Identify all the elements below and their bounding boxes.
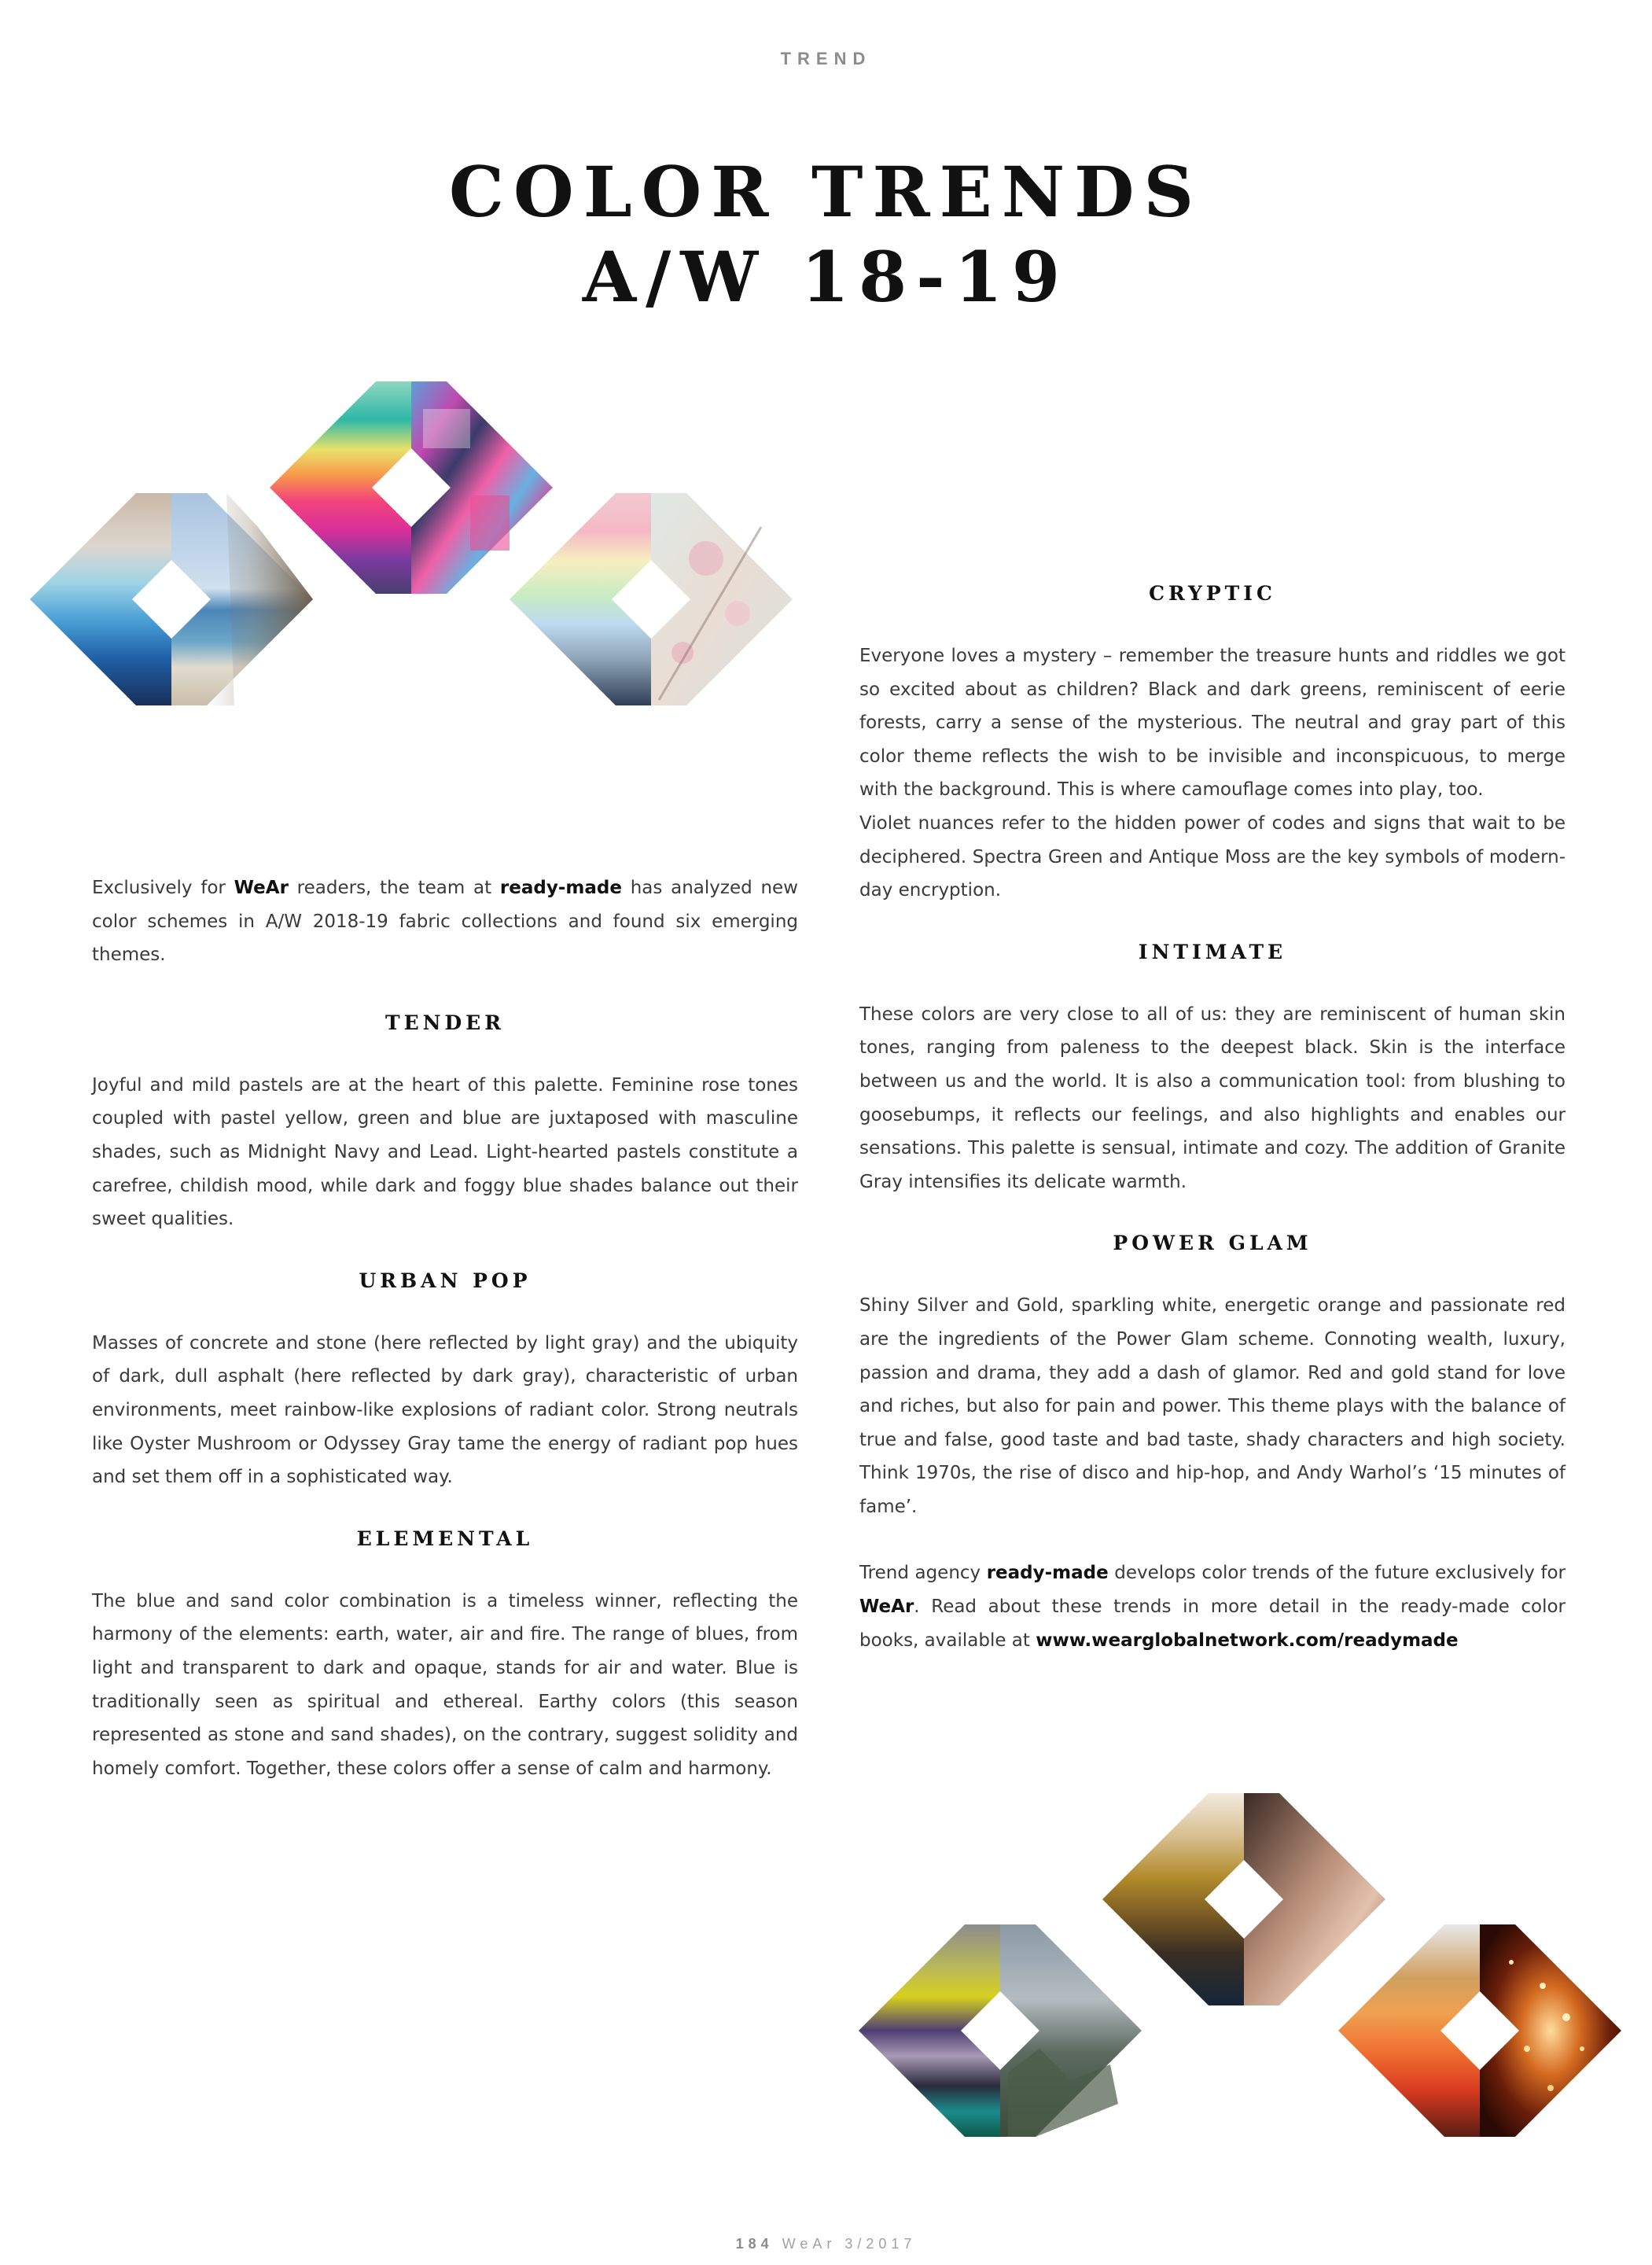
intimate-heading: INTIMATE [1138, 940, 1287, 963]
cryptic-heading: CRYPTIC [1149, 582, 1276, 605]
intro-paragraph: Exclusively for WeAr readers, the team at ready-made has analyzed new color schemes in A/W 2018-19 fabric collections and found six emerging themes. [92, 878, 798, 966]
color-swatch-hexagons-top [30, 378, 800, 731]
page-footer [0, 2236, 1652, 2252]
tender-hexagon [510, 493, 793, 705]
urban-pop-paragraph: Masses of concrete and stone (here reflected by light gray) and the ubiquity of dark, dull asphalt (here reflected by dark gray), characteristic of urban environments, meet rainbow-like explosions of radiant color. Strong neutrals like Oyster Mushroom or Odyssey Gray tame the energy of radiant pop hues and set them off in a sophisticated way. [92, 1332, 798, 1488]
tender-paragraph: Joyful and mild pastels are at the heart of this palette. Feminine rose tones coupled with pastel yellow, green and blue are juxtaposed with masculine shades, such as Midnight Navy and Lead. Light-hearted pastels constitute a carefree, childish mood, while dark and foggy blue shades balance out their sweet qualities. [92, 1074, 798, 1230]
section-kicker: TREND [780, 49, 872, 68]
power-glam-heading: POWER GLAM [1113, 1232, 1312, 1255]
tender-heading: TENDER [384, 1011, 506, 1034]
brand-wear: WeAr [234, 878, 289, 898]
elemental-paragraph: The blue and sand color combination is a timeless winner, reflecting the harmony of the elements: earth, water, air and fire. The range of blues, from light and transparent to dark and opaque, stands for air and water. Blue is traditionally seen as spiritual and ethereal. Earthy colors (this season represented as stone and sand shades), on the contrary, suggest solidity and homely comfort. Together, these colors offer a sense of calm and harmony. [92, 1590, 798, 1779]
urban-pop-heading: URBAN POP [359, 1269, 532, 1292]
brand-ready-made: ready-made [499, 878, 622, 898]
power-glam-paragraph: Shiny Silver and Gold, sparkling white, energetic orange and passionate red are the ingredients of the Power Glam scheme. Connoting wealth, luxury, passion and drama, they add a dash of glamor. Red and gold stand for love and riches, but also for pain and power. This theme plays with the balance of true and false, good taste and bad taste, shady characters and high society. Think 1970s, the rise of disco and hip-hop, and Andy Warhol’s ‘15 minutes of fame’. [859, 1295, 1566, 1517]
intimate-hexagon [1102, 1793, 1385, 2005]
closing-paragraph: Trend agency ready-made develops color trends of the future exclusively for WeAr. Read about these trends in more detail in the ready-made color books, available at www.wearglobalnetwork.com/readymade [859, 1563, 1566, 1651]
page-number: 184 [735, 2236, 774, 2252]
color-swatch-hexagons-bottom [859, 1789, 1637, 2151]
title-line-2: A/W 18-19 [582, 236, 1070, 318]
title-line-1: COLOR TRENDS [449, 151, 1203, 233]
brand-ready-made-closing: ready-made [986, 1563, 1109, 1584]
power-glam-hexagon [1338, 1924, 1621, 2137]
brand-wear-closing: WeAr [859, 1597, 914, 1618]
right-column [859, 582, 1566, 1657]
page-title [0, 149, 1652, 319]
elemental-heading: ELEMENTAL [356, 1527, 534, 1550]
intimate-paragraph: These colors are very close to all of us: they are reminiscent of human skin tones, ranging from paleness to the deepest black. Skin is the interface between us and the world. It is also a communication tool: from blushing to goosebumps, it reflects our feelings, and also highlights and enables our sensations. This palette is sensual, intimate and cozy. The addition of Granite Gray intensifies its delicate warmth. [859, 1004, 1566, 1192]
cryptic-hexagon [859, 1924, 1142, 2137]
urban-pop-hexagon [270, 381, 553, 594]
magazine-issue: WeAr 3/2017 [782, 2236, 917, 2252]
left-column [92, 871, 798, 1785]
website-link[interactable]: www.wearglobalnetwork.com/readymade [1036, 1630, 1459, 1651]
cryptic-paragraph-1: Everyone loves a mystery – remember the treasure hunts and riddles we got so excited about as children? Black and dark greens, reminiscent of eerie forests, carry a sense of the mysterious. The neutral and gray part of this color theme reflects the wish to be invisible and inconspicuous, to merge with the background. This is where camouflage comes into play, too. [859, 646, 1566, 801]
cryptic-paragraph-2: Violet nuances refer to the hidden power of codes and signs that wait to be deciphered. Spectra Green and Antique Moss are the key symbols of modern-day encryption. [859, 812, 1566, 901]
elemental-hexagon [30, 493, 313, 705]
